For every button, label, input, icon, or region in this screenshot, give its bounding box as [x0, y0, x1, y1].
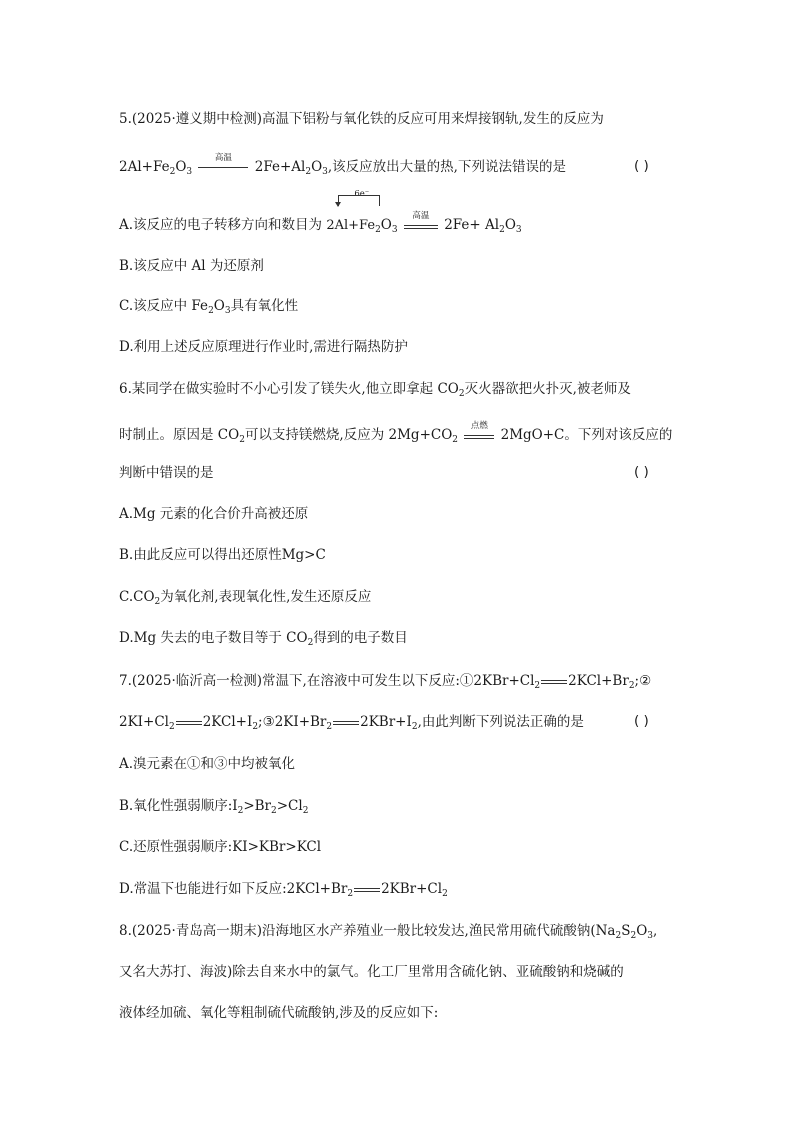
q5-stem-line1: 5.(2025·遵义期中检测)高温下铝粉与氧化铁的反应可用来焊接钢轨,发生的反应为	[119, 111, 604, 127]
reaction-condition-arrow: 高温	[198, 162, 248, 174]
q7-stem-line1: 7.(2025·临沂高一检测)常温下,在溶液中可发生以下反应$:①2KBr+Cl_2$ $2KCl+Br_2;②$	[119, 673, 652, 691]
q8-stem-line1: 8.(2025·青岛高一期末)沿海地区水产养殖业一般比较发达,渔民常用硫代硫酸钠($Na_2S_2O_3$,	[119, 923, 658, 941]
q6-option-c: $C.CO_2$为氧化剂,表现氧化性,发生还原反应	[119, 589, 372, 607]
q7-answer-paren: ( )	[634, 713, 649, 729]
q7-option-a: A.溴元素在①和③中均被氧化	[119, 756, 296, 772]
q5-option-a: A.该反应的电子转移方向和数目为 6e⁻ $2Al+Fe_2O_3$ 高温 $2Fe+ Al_2O_3$	[119, 216, 522, 239]
q7-option-c: C.还原性强弱顺序:KI>KBr>KCl	[119, 839, 322, 855]
q8-stem-line2: 又名大苏打、海波)除去自来水中的氯气。化工厂里常用含硫化钠、亚硫酸钠和烧碱的	[119, 964, 624, 980]
q6-option-d: D.Mg 失去的电子数目等于 $CO_2$得到的电子数目	[119, 630, 408, 648]
q6-stem-line3: 判断中错误的是	[119, 465, 214, 481]
q7-option-d: D.常温下也能进行如下反应$:2KCl+Br_2$ $2KBr+Cl_2$	[119, 881, 448, 899]
q6-stem-line1: 6.某同学在做实验时不小心引发了镁失火,他立即拿起 $CO_2$灭火器欲把火扑灭,被老师及	[119, 381, 631, 399]
q7-option-b: B.氧化性强弱顺序$:I_2>Br_2>Cl_2$	[119, 798, 309, 816]
q5-answer-paren: ( )	[634, 158, 649, 174]
electron-transfer-equation: 6e⁻ $2Al+Fe_2O_3$ 高温 $2Fe+ Al_2O_3$	[326, 189, 522, 235]
q5-option-b: B.该反应中 Al 为还原剂	[119, 258, 264, 274]
q6-answer-paren: ( )	[634, 464, 649, 480]
q6-option-b: B.由此反应可以得出还原性Mg>C	[119, 547, 326, 563]
q5-stem-line2: $2Al+Fe_2O_3$ 高温 $2Fe+Al_2O_3$,该反应放出大量的热,下列说法错误的是	[119, 152, 566, 177]
q6-stem-line2: 时制止。原因是 $CO_2$可以支持镁燃烧,反应为 $2Mg+CO_2$ 点燃 2MgO+C。下列对该反应的	[119, 420, 673, 445]
q5-option-c: C.该反应中 $Fe_2O_3$具有氧化性	[119, 298, 299, 316]
q6-option-a: A.Mg 元素的化合价升高被还原	[119, 506, 309, 522]
q5-option-d: D.利用上述反应原理进行作业时,需进行隔热防护	[119, 339, 408, 355]
q8-stem-line3: 液体经加硫、氧化等粗制硫代硫酸钠,涉及的反应如下:	[119, 1005, 439, 1021]
q7-stem-line2: $2KI+Cl_2$ $2KCl+I_2;③2KI+Br_2$ $2KBr+I_2$,由此判断下列说法正确的是	[119, 714, 584, 732]
